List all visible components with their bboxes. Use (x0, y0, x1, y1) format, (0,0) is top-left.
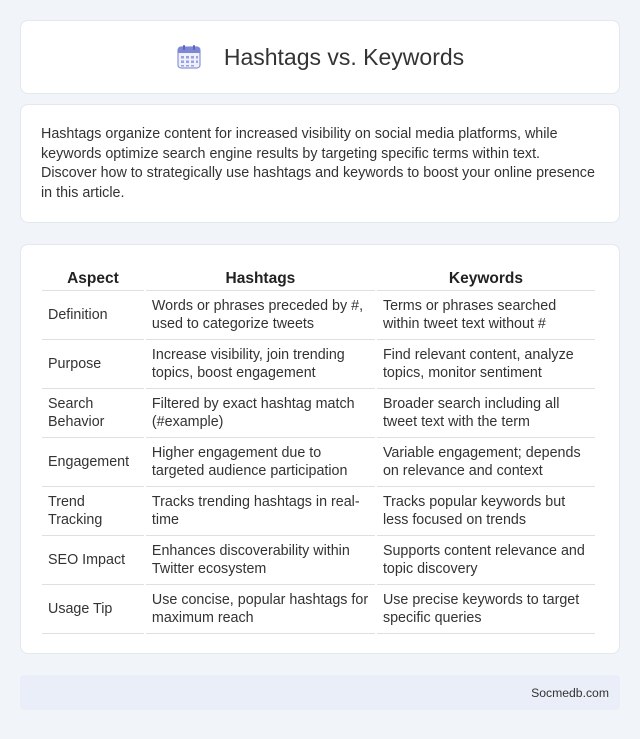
keywords-cell: Variable engagement; depends on relevance and context (377, 438, 595, 487)
header-aspect: Aspect (42, 265, 144, 291)
hashtags-cell: Use concise, popular hashtags for maximum reach (146, 585, 375, 634)
table-row (42, 438, 595, 487)
table-row (42, 291, 595, 340)
keywords-cell: Broader search including all tweet text with the term (377, 389, 595, 438)
intro-card (20, 104, 620, 223)
keywords-cell: Use precise keywords to target specific queries (377, 585, 595, 634)
hashtags-cell: Enhances discoverability within Twitter ecosystem (146, 536, 375, 585)
hashtags-cell: Tracks trending hashtags in real-time (146, 487, 375, 536)
hashtags-cell: Increase visibility, join trending topics, boost engagement (146, 340, 375, 389)
aspect-cell: Search Behavior (42, 389, 144, 438)
hashtags-cell: Filtered by exact hashtag match (#example) (146, 389, 375, 438)
table-row (42, 340, 595, 389)
keywords-cell: Find relevant content, analyze topics, monitor sentiment (377, 340, 595, 389)
footer-site-link[interactable]: Socmedb.com (531, 685, 609, 700)
table-row (42, 389, 595, 438)
keywords-cell: Tracks popular keywords but less focused on trends (377, 487, 595, 536)
aspect-cell: Usage Tip (42, 585, 144, 634)
page-title: Hashtags vs. Keywords (223, 43, 465, 70)
header-hashtags: Hashtags (146, 265, 375, 291)
comparison-card (20, 244, 620, 654)
table-row (42, 536, 595, 585)
keywords-cell: Supports content relevance and topic discovery (377, 536, 595, 585)
comparison-table (40, 265, 597, 634)
aspect-cell: Trend Tracking (42, 487, 144, 536)
hashtags-cell: Words or phrases preceded by #, used to categorize tweets (146, 291, 375, 340)
hashtags-cell: Higher engagement due to targeted audience participation (146, 438, 375, 487)
aspect-cell: SEO Impact (42, 536, 144, 585)
header-keywords: Keywords (377, 265, 595, 291)
title-card (20, 20, 620, 94)
intro-text: Hashtags organize content for increased visibility on social media platforms, while keywords optimize search engine results by targeting specific terms within text. Discover how to strategically use hashtags and keywords to boost your online presence in this article. (41, 126, 595, 201)
aspect-cell: Engagement (42, 438, 144, 487)
table-row (42, 487, 595, 536)
calendar-icon (176, 44, 202, 70)
table-row (42, 585, 595, 634)
footer (20, 675, 620, 710)
table-header-row (42, 265, 595, 291)
aspect-cell: Purpose (42, 340, 144, 389)
aspect-cell: Definition (42, 291, 144, 340)
keywords-cell: Terms or phrases searched within tweet text without # (377, 291, 595, 340)
